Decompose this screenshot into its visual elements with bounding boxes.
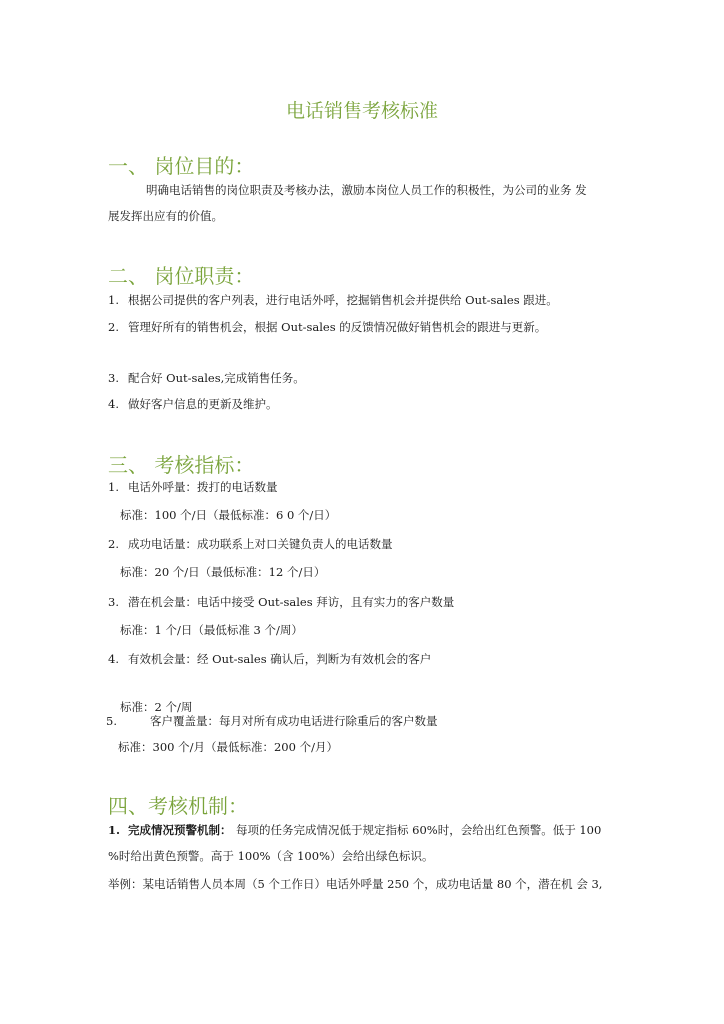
mechanism-text: %时给出黄色预警。高于 100%（含 100%）会给出绿色标识。	[108, 849, 434, 863]
kpi-item: 有效机会量：经 Out-sales 确认后，判断为有效机会的客户	[128, 652, 432, 666]
list-item-number: 4.	[108, 652, 119, 666]
document-title: 电话销售考核标准	[285, 100, 438, 122]
kpi-item: 潜在机会量：电话中接受 Out-sales 拜访，且有实力的客户数量	[128, 595, 455, 609]
kpi-standard: 标准：20 个/日（最低标准：12 个/日）	[120, 565, 326, 579]
kpi-item: 成功电话量：成功联系上对口关键负责人的电话数量	[128, 537, 393, 551]
kpi-item: 客户覆盖量：每月对所有成功电话进行除重后的客户数量	[150, 714, 438, 728]
list-item: 根据公司提供的客户列表，进行电话外呼，挖掘销售机会并提供给 Out-sales 跟进。	[128, 293, 558, 307]
list-item-number: 5.	[106, 714, 117, 728]
section-heading-purpose: 一、 岗位目的：	[108, 154, 255, 178]
list-item: 配合好 Out-sales,完成销售任务。	[128, 371, 305, 385]
list-item-number: 3.	[108, 595, 119, 609]
mechanism-title: 完成情况预警机制：	[128, 823, 232, 837]
list-item-number: 1.	[108, 480, 119, 494]
kpi-standard: 标准：2 个/周	[120, 700, 193, 714]
kpi-item: 电话外呼量：拨打的电话数量	[128, 480, 278, 494]
list-item: 做好客户信息的更新及维护。	[128, 397, 278, 411]
list-item-number: 1.	[108, 293, 119, 307]
kpi-standard: 标准：300 个/月（最低标准：200 个/月）	[118, 740, 338, 754]
list-item-number: 2.	[108, 320, 119, 334]
section-heading-mechanism: 四、考核机制：	[108, 794, 248, 818]
kpi-standard: 标准：100 个/日（最低标准：6 0 个/日）	[120, 508, 337, 522]
kpi-standard: 标准：1 个/日（最低标准 3 个/周）	[120, 623, 303, 637]
list-item-number: 2.	[108, 537, 119, 551]
mechanism-text: 每项的任务完成情况低于规定指标 60%时，会给出红色预警。低于 100	[236, 823, 602, 837]
example-text: 举例：某电话销售人员本周（5 个工作日）电话外呼量 250 个，成功电话量 80 个，潜在机 会 3,	[108, 877, 603, 891]
paragraph-line: 明确电话销售的岗位职责及考核办法，激励本岗位人员工作的积极性，为公司的业务 发	[146, 183, 587, 197]
paragraph-line: 展发挥出应有的价值。	[108, 209, 223, 223]
list-item-number: 4.	[108, 397, 119, 411]
section-heading-kpi: 三、 考核指标：	[108, 453, 255, 477]
section-heading-duties: 二、 岗位职责：	[108, 264, 255, 288]
list-item: 管理好所有的销售机会，根据 Out-sales 的反馈情况做好销售机会的跟进与更新。	[128, 320, 547, 334]
list-item-number: 1.	[108, 823, 121, 837]
list-item-number: 3.	[108, 371, 119, 385]
